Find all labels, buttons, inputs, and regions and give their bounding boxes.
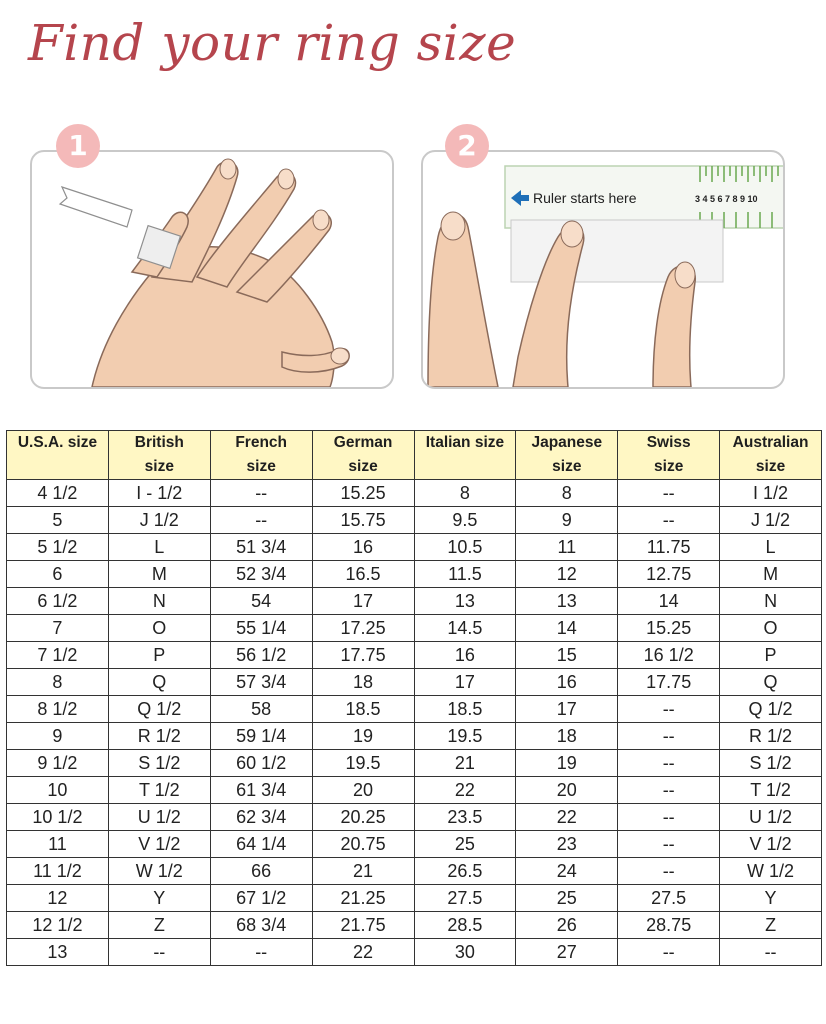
table-cell: 4 1/2: [7, 480, 109, 507]
table-cell: 11: [516, 534, 618, 561]
table-cell: 21.75: [312, 912, 414, 939]
table-cell: --: [618, 831, 720, 858]
table-cell: 28.75: [618, 912, 720, 939]
table-cell: 19.5: [414, 723, 516, 750]
table-cell: 8: [516, 480, 618, 507]
table-cell: 16: [516, 669, 618, 696]
table-cell: 57 3/4: [210, 669, 312, 696]
table-cell: I - 1/2: [108, 480, 210, 507]
column-header: Australian size: [720, 431, 822, 480]
table-cell: 67 1/2: [210, 885, 312, 912]
table-cell: 15.75: [312, 507, 414, 534]
table-cell: 18: [516, 723, 618, 750]
table-cell: 12 1/2: [7, 912, 109, 939]
table-cell: 19: [312, 723, 414, 750]
table-cell: Q 1/2: [720, 696, 822, 723]
table-cell: 26.5: [414, 858, 516, 885]
table-cell: 12.75: [618, 561, 720, 588]
table-cell: 25: [516, 885, 618, 912]
table-cell: L: [108, 534, 210, 561]
table-cell: 13: [516, 588, 618, 615]
table-cell: 59 1/4: [210, 723, 312, 750]
table-cell: 17.75: [312, 642, 414, 669]
table-cell: 15.25: [618, 615, 720, 642]
step-2-illustration: [421, 150, 785, 389]
table-cell: 22: [312, 939, 414, 966]
table-cell: W 1/2: [720, 858, 822, 885]
table-row: [7, 696, 822, 723]
table-cell: 27.5: [414, 885, 516, 912]
table-cell: 54: [210, 588, 312, 615]
table-cell: 16 1/2: [618, 642, 720, 669]
table-cell: N: [720, 588, 822, 615]
table-cell: T 1/2: [720, 777, 822, 804]
table-cell: 8: [7, 669, 109, 696]
table-cell: 25: [414, 831, 516, 858]
table-cell: S 1/2: [720, 750, 822, 777]
table-cell: --: [210, 480, 312, 507]
table-cell: Y: [720, 885, 822, 912]
column-header: Japanese size: [516, 431, 618, 480]
ruler-starts-label: Ruler starts here: [533, 190, 637, 206]
table-cell: 20: [516, 777, 618, 804]
table-cell: 5 1/2: [7, 534, 109, 561]
table-cell: 12: [516, 561, 618, 588]
table-cell: --: [618, 480, 720, 507]
table-cell: V 1/2: [108, 831, 210, 858]
table-cell: 21.25: [312, 885, 414, 912]
table-cell: 55 1/4: [210, 615, 312, 642]
table-cell: P: [720, 642, 822, 669]
table-cell: 16.5: [312, 561, 414, 588]
table-row: [7, 669, 822, 696]
ruler-digits: 3 4 5 6 7 8 9 10: [695, 194, 758, 204]
table-cell: M: [108, 561, 210, 588]
table-row: [7, 561, 822, 588]
table-cell: 14: [516, 615, 618, 642]
table-row: [7, 885, 822, 912]
table-cell: 22: [414, 777, 516, 804]
column-header: British size: [108, 431, 210, 480]
table-cell: 6: [7, 561, 109, 588]
table-cell: 9: [7, 723, 109, 750]
table-cell: --: [618, 939, 720, 966]
table-row: [7, 642, 822, 669]
table-cell: 68 3/4: [210, 912, 312, 939]
table-cell: 17: [516, 696, 618, 723]
table-cell: 21: [414, 750, 516, 777]
table-cell: 18: [312, 669, 414, 696]
table-cell: 7: [7, 615, 109, 642]
table-cell: 52 3/4: [210, 561, 312, 588]
table-cell: 62 3/4: [210, 804, 312, 831]
table-cell: 14: [618, 588, 720, 615]
table-cell: 10.5: [414, 534, 516, 561]
table-cell: 5: [7, 507, 109, 534]
table-cell: Q 1/2: [108, 696, 210, 723]
column-header: U.S.A. size: [7, 431, 109, 480]
table-header-row: [7, 431, 822, 480]
table-cell: 17: [312, 588, 414, 615]
table-row: [7, 858, 822, 885]
table-row: [7, 912, 822, 939]
table-cell: --: [618, 750, 720, 777]
table-cell: --: [618, 507, 720, 534]
table-row: [7, 507, 822, 534]
table-cell: 10: [7, 777, 109, 804]
table-cell: --: [618, 858, 720, 885]
table-cell: 24: [516, 858, 618, 885]
table-row: [7, 750, 822, 777]
table-cell: 20.75: [312, 831, 414, 858]
table-cell: 27: [516, 939, 618, 966]
table-cell: 16: [414, 642, 516, 669]
table-cell: 19: [516, 750, 618, 777]
table-cell: 51 3/4: [210, 534, 312, 561]
page-title: Find your ring size: [28, 14, 517, 72]
ring-size-conversion-table: [6, 430, 822, 966]
table-cell: 61 3/4: [210, 777, 312, 804]
table-cell: 11 1/2: [7, 858, 109, 885]
table-cell: 21: [312, 858, 414, 885]
table-cell: --: [108, 939, 210, 966]
table-cell: 15: [516, 642, 618, 669]
column-header: Italian size: [414, 431, 516, 480]
table-cell: 15.25: [312, 480, 414, 507]
table-cell: U 1/2: [720, 804, 822, 831]
fingers-with-ruler-illustration: [423, 152, 783, 387]
table-cell: 30: [414, 939, 516, 966]
table-cell: R 1/2: [720, 723, 822, 750]
table-cell: 8 1/2: [7, 696, 109, 723]
table-row: [7, 831, 822, 858]
table-cell: 23: [516, 831, 618, 858]
table-cell: --: [618, 696, 720, 723]
table-cell: U 1/2: [108, 804, 210, 831]
table-cell: --: [618, 723, 720, 750]
table-cell: 58: [210, 696, 312, 723]
table-cell: O: [108, 615, 210, 642]
table-cell: 66: [210, 858, 312, 885]
table-row: [7, 804, 822, 831]
table-cell: 11: [7, 831, 109, 858]
table-cell: M: [720, 561, 822, 588]
table-cell: 60 1/2: [210, 750, 312, 777]
column-header: French size: [210, 431, 312, 480]
table-cell: 28.5: [414, 912, 516, 939]
table-cell: --: [210, 507, 312, 534]
table-cell: 20: [312, 777, 414, 804]
table-cell: Q: [108, 669, 210, 696]
table-row: [7, 534, 822, 561]
table-row: [7, 777, 822, 804]
table-cell: 9: [516, 507, 618, 534]
column-header: German size: [312, 431, 414, 480]
table-cell: 8: [414, 480, 516, 507]
table-row: [7, 939, 822, 966]
table-cell: 23.5: [414, 804, 516, 831]
table-cell: P: [108, 642, 210, 669]
table-cell: 56 1/2: [210, 642, 312, 669]
table-cell: 18.5: [414, 696, 516, 723]
table-cell: --: [720, 939, 822, 966]
table-cell: 16: [312, 534, 414, 561]
table-cell: S 1/2: [108, 750, 210, 777]
table-cell: 13: [7, 939, 109, 966]
table-cell: Z: [720, 912, 822, 939]
table-cell: 17: [414, 669, 516, 696]
table-cell: R 1/2: [108, 723, 210, 750]
table-cell: 64 1/4: [210, 831, 312, 858]
table-cell: Q: [720, 669, 822, 696]
table-cell: 9 1/2: [7, 750, 109, 777]
table-row: [7, 723, 822, 750]
table-cell: I 1/2: [720, 480, 822, 507]
table-cell: W 1/2: [108, 858, 210, 885]
table-row: [7, 480, 822, 507]
step-1-illustration: [30, 150, 394, 389]
table-cell: 11.5: [414, 561, 516, 588]
table-cell: 22: [516, 804, 618, 831]
hand-with-paper-strip-illustration: [32, 152, 392, 387]
table-cell: L: [720, 534, 822, 561]
table-cell: J 1/2: [720, 507, 822, 534]
table-cell: --: [210, 939, 312, 966]
table-cell: 19.5: [312, 750, 414, 777]
table-cell: 13: [414, 588, 516, 615]
table-cell: 11.75: [618, 534, 720, 561]
table-cell: Z: [108, 912, 210, 939]
table-cell: T 1/2: [108, 777, 210, 804]
table-cell: 10 1/2: [7, 804, 109, 831]
step-1-badge: 1: [56, 124, 100, 168]
table-cell: 7 1/2: [7, 642, 109, 669]
table-cell: 17.25: [312, 615, 414, 642]
table-cell: 20.25: [312, 804, 414, 831]
table-cell: 27.5: [618, 885, 720, 912]
table-cell: --: [618, 804, 720, 831]
table-cell: 26: [516, 912, 618, 939]
step-2-badge: 2: [445, 124, 489, 168]
table-cell: Y: [108, 885, 210, 912]
column-header: Swiss size: [618, 431, 720, 480]
table-cell: --: [618, 777, 720, 804]
table-cell: N: [108, 588, 210, 615]
table-row: [7, 615, 822, 642]
table-cell: 9.5: [414, 507, 516, 534]
table-cell: 17.75: [618, 669, 720, 696]
table-cell: O: [720, 615, 822, 642]
table-cell: 14.5: [414, 615, 516, 642]
table-body: [7, 480, 822, 966]
table-cell: V 1/2: [720, 831, 822, 858]
table-cell: 18.5: [312, 696, 414, 723]
table-cell: 12: [7, 885, 109, 912]
table-cell: 6 1/2: [7, 588, 109, 615]
table-cell: J 1/2: [108, 507, 210, 534]
table-row: [7, 588, 822, 615]
